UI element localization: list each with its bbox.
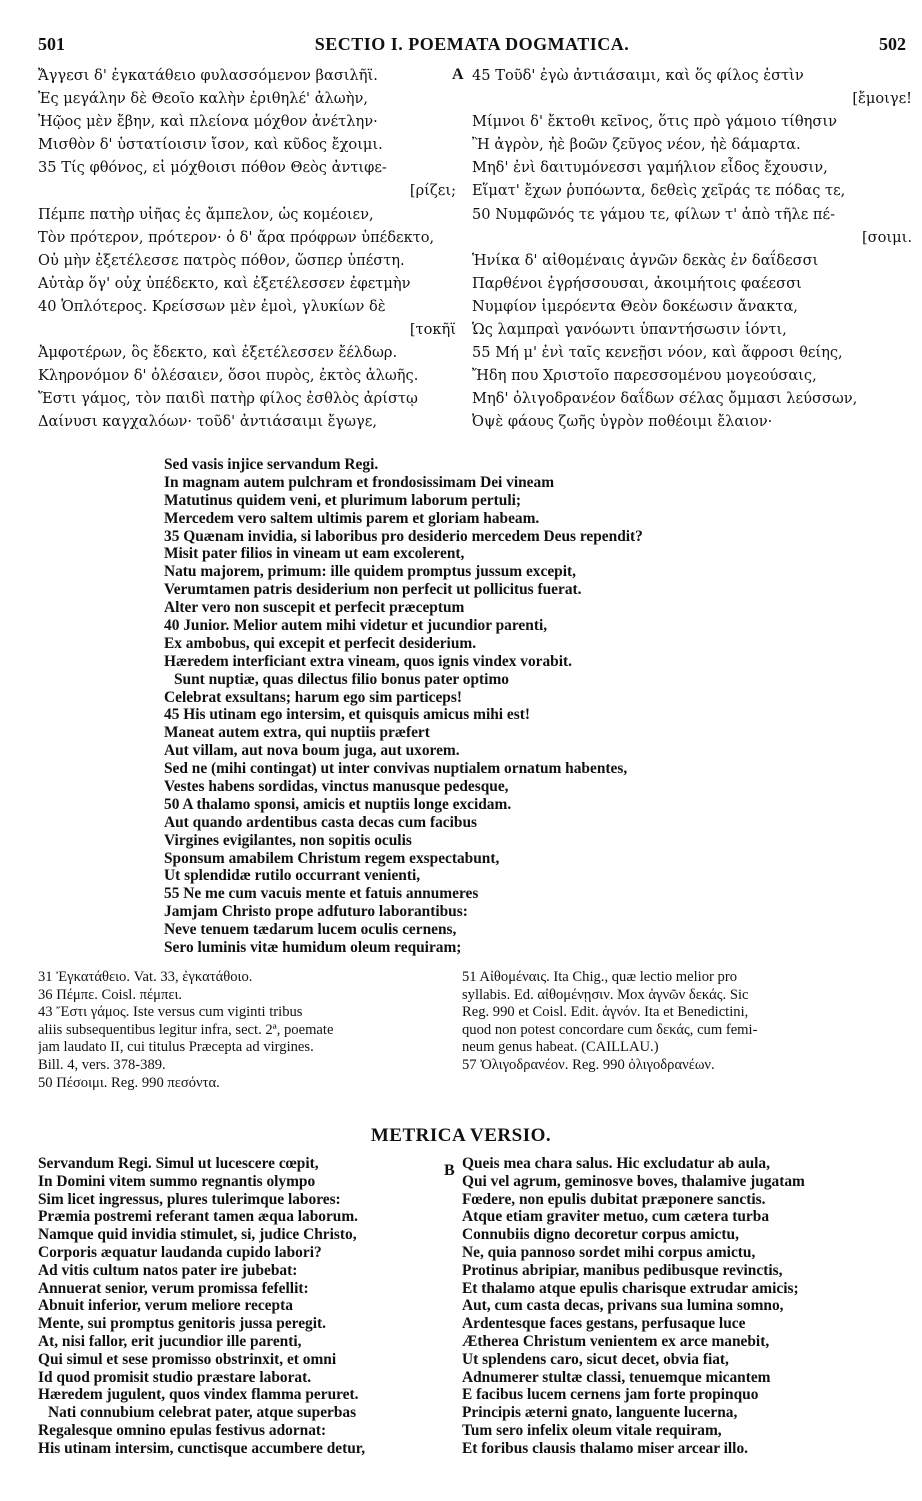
- text-line: [ἔμοιγε!: [852, 90, 912, 108]
- text-line: 45 His utinam ego intersim, et quisquis amicus mihi est!: [164, 706, 530, 724]
- text-line: Reg. 990 et Coisl. Edit. ἁγνόν. Ita et Benedictini,: [462, 1004, 749, 1021]
- text-line: Ὀψὲ φάους ζωῆς ὑγρὸν ποθέοιμι ἔλαιον·: [472, 413, 773, 431]
- text-line: Aut, cum casta decas, privans sua lumina somno,: [462, 1297, 784, 1315]
- text-line: 31 Ἐγκατάθειο. Vat. 33, ἐγκατάθοιο.: [38, 969, 253, 985]
- text-line: Αὐτὰρ ὅγ' οὐχ ὑπέδεκτο, καὶ ἐξετέλεσσεν ἐφετμὴν: [38, 274, 411, 292]
- text-line: Namque quid invidia stimulet, si, judice Christo,: [38, 1226, 357, 1244]
- footnotes-right: [462, 969, 912, 1075]
- text-line: Celebrat exsultans; harum ego sim particeps!: [164, 688, 462, 706]
- metrica-column-left: [38, 1155, 448, 1458]
- text-line: Ἢ ἀγρὸν, ἠὲ βοῶν ζεῦγος νέον, ἠὲ δάμαρτα.: [472, 136, 801, 154]
- text-line: 36 Πέμπε. Coisl. πέμπει.: [38, 986, 183, 1003]
- text-line: 50 Πέσοιμι. Reg. 990 πεσόντα.: [38, 1074, 220, 1091]
- text-line: Ἠῷος μὲν ἔβην, καὶ πλείονα μόχθον ἀνέτλην·: [38, 113, 378, 131]
- page-number-right: 502: [879, 34, 906, 54]
- text-line: E facibus lucem cernens jam forte propinquo: [462, 1386, 759, 1404]
- text-line: Ἄγγεσι δ' ἐγκατάθειο φυλασσόμενον βασιλῆϊ.: [38, 67, 378, 84]
- text-line: Μηδ' ὀλιγοδρανέον δαΐδων σέλας ὄμμασι λεύσσων,: [472, 390, 858, 408]
- text-line: [ρίζει;: [409, 182, 456, 200]
- text-line: 57 Ὀλιγοδρανέον. Reg. 990 ὀλιγοδρανέων.: [462, 1056, 715, 1073]
- text-line: 43 Ἔστι γάμος. Iste versus cum viginti tribus: [38, 1004, 303, 1021]
- text-line: In magnam autem pulchram et frondosissimam Dei vineam: [164, 473, 555, 491]
- text-line: Aut quando ardentibus casta decas cum facibus: [164, 813, 477, 831]
- text-line: Jamjam Christo prope adfuturo laborantibus:: [164, 903, 468, 921]
- text-line: 51 Αἰθομέναις. Ita Chig., quæ lectio melior pro: [462, 969, 737, 985]
- text-line: Μίμνοι δ' ἔκτοθι κεῖνος, ὅτις πρὸ γάμοιο τίθησιν: [472, 113, 837, 131]
- text-line: Principis æterni gnato, languente lucerna,: [462, 1404, 738, 1422]
- text-line: Protinus abripiar, manibus pedibusque revinctis,: [462, 1261, 783, 1279]
- text-line: Ἡνίκα δ' αἰθομέναις ἁγνῶν δεκὰς ἐν δαΐδεσσι: [472, 251, 819, 269]
- text-line: Et thalamo atque epulis charisque extrudar amicis;: [462, 1279, 799, 1297]
- column-marker-a: A: [452, 66, 464, 83]
- text-line: Ut splendens caro, sicut decet, obvia fiat,: [462, 1350, 729, 1368]
- text-line: Fœdere, non epulis dubitat præponere sanctis.: [462, 1190, 766, 1208]
- text-line: Ardentesque faces gestans, perfusaque luce: [462, 1315, 746, 1333]
- text-line: Et foribus clausis thalamo miser arcear illo.: [462, 1439, 748, 1457]
- metrica-versio-heading: METRICA VERSIO.: [370, 1125, 552, 1146]
- text-line: Corporis æquatur laudanda cupido labori?: [38, 1243, 322, 1261]
- text-line: [σοιμι.: [861, 228, 912, 246]
- page-number-left: 501: [38, 34, 65, 54]
- text-line: 35 Τίς φθόνος, εἰ μόχθοισι πόθον Θεὸς ἀντιφε-: [38, 159, 387, 177]
- text-line: Matutinus quidem veni, et plurimum laborum pertuli;: [164, 491, 521, 509]
- text-line: Sim licet ingressus, plures tulerimque labores:: [38, 1190, 341, 1208]
- text-line: neum genus habeat. (CAILLAU.): [462, 1039, 659, 1056]
- text-line: Κληρονόμον δ' ὀλέσαιεν, ὅσοι πυρὸς, ἐκτὸς ἀλωῆς.: [38, 367, 419, 385]
- metrica-column-right: [462, 1155, 912, 1458]
- text-line: quod non potest concordare cum δεκάς, cum femi-: [462, 1021, 758, 1038]
- text-line: Præmia postremi referant tamen æqua laborum.: [38, 1208, 359, 1226]
- text-line: Hæredem interficiant extra vineam, quos ignis vindex vorabit.: [164, 652, 572, 670]
- text-line: Servandum Regi. Simul ut lucescere cœpit,: [38, 1155, 319, 1172]
- text-line: 50 Νυμφῶνός τε γάμου τε, φίλων τ' ἀπὸ τῆλε πέ-: [472, 205, 836, 223]
- text-line: Παρθένοι ἐγρήσσουσαι, ἀκοιμήτοις φαέεσσι: [472, 274, 802, 292]
- text-line: Sed ne (mihi contingat) ut inter convivas nuptialem ornatum habentes,: [164, 760, 628, 778]
- page-header: [38, 34, 906, 56]
- text-line: Δαίνυσι καγχαλόων· τοῦδ' ἀντιάσαιμι ἔγωγε,: [38, 413, 377, 431]
- text-line: Τὸν πρότερον, πρότερον· ὁ δ' ἄρα πρόφρων ὑπέδεκτο,: [38, 228, 435, 246]
- text-line: 40 Ὁπλότερος. Κρείσσων μὲν ἐμοὶ, γλυκίων δὲ: [38, 297, 386, 315]
- text-line: [τοκῆϊ: [409, 321, 456, 339]
- latin-translation: [164, 456, 784, 957]
- text-line: Οὐ μὴν ἐξετέλεσσε πατρὸς πόθον, ὥσπερ ὑπέστη.: [38, 251, 405, 269]
- text-line: Qui simul et sese promisso obstrinxit, et omni: [38, 1350, 337, 1368]
- text-line: 55 Ne me cum vacuis mente et fatuis annumeres: [164, 885, 479, 903]
- text-line: Mercedem vero saltem ultimis parem et gloriam habeam.: [164, 509, 540, 527]
- text-line: Ut splendidæ rutilo occurrant venienti,: [164, 867, 421, 885]
- text-line: Mente, sui promptus genitoris jussa peregit.: [38, 1315, 327, 1333]
- text-line: 35 Quænam invidia, si laboribus pro desiderio mercedem Deus rependit?: [164, 527, 643, 545]
- text-line: Bill. 4, vers. 378-389.: [38, 1056, 166, 1073]
- text-line: 55 Μή μ' ἐνὶ ταῖς κενεῇσι νόον, καὶ ἄφροσι θείης,: [472, 344, 843, 362]
- text-line: Qui vel agrum, geminosve boves, thalamive jugatam: [462, 1172, 805, 1190]
- text-line: Vestes habens sordidas, vinctus manusque pedesque,: [164, 778, 509, 796]
- text-line: Aut villam, aut nova boum juga, aut uxorem.: [164, 742, 460, 760]
- text-line: Ἐς μεγάλην δὲ Θεοῖο καλὴν ἐριθηλέ' ἀλωὴν,: [38, 90, 368, 108]
- text-line: Ἀμφοτέρων, ὃς ἔδεκτο, καὶ ἐξετέλεσσεν ἔέλδωρ.: [38, 344, 398, 362]
- text-line: Tum sero infelix oleum vitale requiram,: [462, 1421, 722, 1439]
- text-line: Atque etiam graviter metuo, cum cætera turba: [462, 1208, 770, 1226]
- text-line: Abnuit inferior, verum meliore recepta: [38, 1297, 293, 1315]
- footnotes-left: [38, 969, 446, 1092]
- text-line: Ad vitis cultum natos pater ire jubebat:: [38, 1261, 298, 1279]
- text-line: Ἔστι γάμος, τὸν παιδὶ πατὴρ φίλος ἐσθλὸς ἀρίστῳ: [38, 390, 418, 408]
- text-line: Μισθὸν δ' ὑστατίοισιν ἴσον, καὶ κῦδος ἔχοιμι.: [38, 136, 383, 154]
- text-line: Maneat autem extra, qui nuptiis præfert: [164, 724, 430, 742]
- running-title: SECTIO I. POEMATA DOGMATICA.: [314, 34, 630, 54]
- text-line: Sunt nuptiæ, quas dilectus filio bonus pater optimo: [174, 670, 509, 688]
- text-line: Neve tenuem tædarum lucem oculis cernens,: [164, 921, 457, 939]
- text-line: Queis mea chara salus. Hic excludatur ab aula,: [462, 1155, 770, 1172]
- text-line: Verumtamen patris desiderium non perfecit ut pollicitus fuerat.: [164, 581, 582, 599]
- text-line: Νυμφίον ἱμερόεντα Θεὸν δοκέωσιν ἄνακτα,: [472, 297, 798, 315]
- text-line: Ne, quia pannoso sordet mihi corpus amictu,: [462, 1243, 756, 1261]
- text-line: Æthereа Christum venientem ex arce manebit,: [462, 1332, 770, 1350]
- text-line: In Domini vitem summo regnantis olympo: [38, 1172, 316, 1190]
- text-line: Adnumerer stultæ classi, tenuemque micantem: [462, 1368, 771, 1386]
- text-line: Virgines evigilantes, non sopitis oculis: [164, 831, 412, 849]
- greek-column-right: [472, 64, 912, 434]
- text-line: Sero luminis vitæ humidum oleum requiram;: [164, 939, 462, 957]
- greek-column-left: [38, 64, 456, 434]
- text-line: 50 A thalamo sponsi, amicis et nuptiis longe excidam.: [164, 795, 512, 813]
- text-line: Πέμπε πατὴρ υἱῆας ἐς ἄμπελον, ὡς κομέοιεν,: [38, 205, 374, 223]
- text-line: Nati connubium celebrat pater, atque superbas: [48, 1404, 357, 1422]
- text-line: jam laudato II, cui titulus Præcepta ad virgines.: [38, 1039, 314, 1056]
- text-line: Sed vasis injice servandum Regi.: [164, 456, 379, 473]
- text-line: Id quod promisit studio præstare laborat.: [38, 1368, 312, 1386]
- column-marker-b: B: [444, 1162, 455, 1179]
- text-line: At, nisi fallor, erit jucundior ille parenti,: [38, 1332, 302, 1350]
- text-line: Sponsum amabilem Christum regem exspectabunt,: [164, 849, 500, 867]
- text-line: aliis subsequentibus legitur infra, sect. 2ª, poemate: [38, 1021, 334, 1038]
- text-line: Ex ambobus, qui excepit et perfecit desiderium.: [164, 634, 477, 652]
- text-line: Hæredem jugulent, quos vindex flamma peruret.: [38, 1386, 359, 1404]
- text-line: Regalesque omnino epulas festivus adornat:: [38, 1421, 327, 1439]
- text-line: syllabis. Ed. αἰθομένῃσιν. Mox ἁγνῶν δεκάς. Sic: [462, 986, 749, 1003]
- text-line: Ὡς λαμπραὶ γανόωντι ὑπαντήσωσιν ἰόντι,: [472, 321, 787, 339]
- text-line: 45 Τοῦδ' ἐγὼ ἀντιάσαιμι, καὶ ὅς φίλος ἐστὶν: [472, 67, 804, 84]
- text-line: Μηδ' ἐνὶ δαιτυμόνεσσι γαμήλιον εἶδος ἔχουσιν,: [472, 159, 828, 177]
- text-line: Alter vero non suscepit et perfecit præceptum: [164, 599, 465, 617]
- text-line: Εἵματ' ἔχων ῥυπόωντα, δεθεὶς χεῖράς τε πόδας τε,: [472, 182, 846, 200]
- text-line: His utinam intersim, cunctisque accumbere detur,: [38, 1439, 366, 1457]
- text-line: Natu majorem, primum: ille quidem promptus jussum excepit,: [164, 563, 576, 581]
- text-line: Connubiis digno decoretur corpus amictu,: [462, 1226, 739, 1244]
- text-line: 40 Junior. Melior autem mihi videtur et jucundior parenti,: [164, 617, 548, 635]
- text-line: Ἤδη που Χριστοῖο παρεσσομένου μογεούσαις,: [472, 367, 817, 385]
- text-line: Misit pater filios in vineam ut eam excolerent,: [164, 545, 465, 563]
- text-line: Annuerat senior, verum promissa fefellit:: [38, 1279, 309, 1297]
